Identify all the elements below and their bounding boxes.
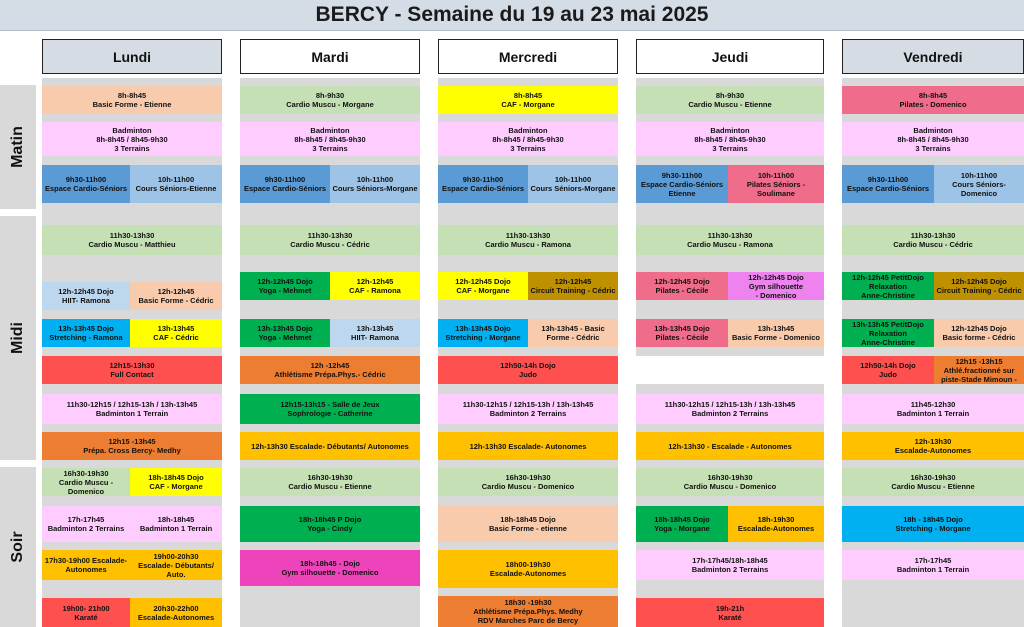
session-time: 8h-8h45 (513, 91, 543, 100)
session-time: 12h15 -13h15 (955, 356, 1003, 366)
session-time: 12h-13h30 Escalade- Débutants/ Autonomes (251, 441, 409, 451)
session-time: 10h-11h00 (960, 170, 998, 180)
session-mardi-yoga-12h (240, 272, 330, 300)
session-label: Cours Séniors-Morgane (530, 184, 616, 193)
session-time: 8h-8h45 / 8h45-9h30 (694, 134, 766, 144)
day-header-vendredi: Vendredi (842, 39, 1024, 74)
session-label: Judo (879, 370, 897, 379)
session-time: 8h-9h30 (715, 91, 745, 100)
session-label: Gym silhouette - Domenico (281, 568, 379, 577)
session-time: 12h-12h45 Dojo (748, 272, 804, 282)
session-time: 8h-8h45 / 8h45-9h30 (492, 134, 564, 144)
session-time: 12h -12h45 (310, 361, 350, 370)
session-lundi-badminton-1 (130, 506, 222, 542)
session-label: Badminton 2 Terrains (489, 409, 567, 418)
session-time: 19h-21h (715, 603, 745, 613)
session-label: Stretching - Morgane (895, 524, 971, 533)
session-lundi-8h (42, 86, 222, 114)
session-mercredi-escalade-soir (438, 550, 618, 588)
session-time: 13h-13h45 Dojo (58, 324, 114, 333)
session-time: 9h30-11h00 (462, 175, 504, 184)
session-jeudi-yoga-soir (636, 506, 728, 542)
session-time: 13h-13h45 Dojo (455, 324, 511, 333)
session-lundi-cours-seniors (130, 165, 222, 203)
session-label: Cardio Muscu - Cédric (893, 240, 973, 249)
session-label: Cours Séniors- Domenico (952, 179, 1006, 198)
session-label: CAF - Ramona (349, 286, 401, 295)
session-label: Badminton 1 Terrain (95, 409, 169, 418)
session-jeudi-badminton-soir (636, 550, 824, 580)
session-time: 18h-19h30 (757, 515, 795, 524)
column-vendredi-background (842, 78, 1024, 627)
session-time: 11h30-13h30 (307, 231, 353, 240)
session-label: Basic Forme - Etienne (92, 100, 172, 109)
session-label: Stretching - Morgane (445, 333, 521, 342)
session-vendredi-judo (842, 356, 934, 384)
session-vendredi-relaxation-12h (842, 272, 934, 300)
session-mercredi-badminton (438, 122, 618, 156)
session-label: Forme - Cédric (546, 333, 600, 342)
session-mardi-sophrologie (240, 394, 420, 424)
session-mercredi-basic-forme (528, 319, 618, 347)
session-time: 12h-12h45 (554, 277, 592, 286)
session-mardi-8h (240, 86, 420, 114)
session-time: 9h30-11h00 (661, 170, 703, 180)
period-soir (0, 467, 36, 627)
session-time: 12h-12h45 Dojo (58, 287, 114, 296)
session-jeudi-empty-slot (636, 356, 824, 384)
session-time: 18h-18h45 P Dojo (298, 515, 362, 524)
session-title: Badminton (913, 125, 953, 135)
session-label: Prépa. Cross Bercy- Medhy (83, 446, 181, 455)
session-time: 9h30-11h00 (65, 175, 107, 184)
session-time: 12h-12h45 Dojo (654, 277, 710, 286)
session-label: Cardio Muscu - Ramona (485, 240, 571, 249)
session-vendredi-badminton-midi (842, 394, 1024, 424)
session-time: 12h-12h45 Dojo (951, 277, 1007, 286)
session-jeudi-espace-cardio (636, 165, 728, 203)
session-label: Sophrologie - Catherine (287, 409, 373, 418)
session-mardi-hiit (330, 319, 420, 347)
session-label: CAF - Cédric (153, 333, 199, 342)
session-time: 16h30-19h30 (910, 473, 956, 482)
session-time: 9h30-11h00 (264, 175, 306, 184)
session-time: 10h-11h00 (157, 175, 195, 184)
session-vendredi-badminton-soir (842, 550, 1024, 580)
session-label: Basic Forme - etienne (489, 524, 567, 533)
session-mercredi-espace-cardio (438, 165, 528, 203)
session-label: Badminton 2 Terrains (47, 524, 125, 533)
session-jeudi-8h (636, 86, 824, 114)
session-label: Cardio Muscu - Etienne (288, 482, 372, 491)
session-time: 12h-13h30 Escalade- Autonomes (469, 441, 587, 451)
session-vendredi-cardio-soir (842, 468, 1024, 496)
session-time: 13h-13h45 (157, 324, 195, 333)
session-label: Cardio Muscu - Morgane (286, 100, 374, 109)
session-time: 16h30-19h30 (307, 473, 353, 482)
session-label: Pilates - Domenico (899, 100, 967, 109)
page-title: BERCY - Semaine du 19 au 23 mai 2025 (0, 0, 1024, 31)
session-label: Espace Cardio-Séniors Etienne (640, 179, 724, 198)
session-vendredi-cardio-muscu (842, 225, 1024, 255)
session-label: Badminton 1 Terrain (896, 565, 970, 574)
session-label: Stretching - Ramona (49, 333, 123, 342)
session-label: Escalade- Débutants/ Auto. (138, 560, 214, 579)
session-lundi-badminton (42, 122, 222, 156)
session-time: 11h30-13h30 (910, 231, 956, 240)
session-time: 12h-12h45 PetitDojo (852, 272, 924, 282)
session-time: 12h50-14h Dojo (860, 361, 916, 370)
session-lundi-basic-forme (130, 282, 222, 310)
period-midi (0, 216, 36, 460)
session-label: Cardio Muscu - Domenico (683, 482, 777, 491)
session-time: 17h-17h45/18h-18h45 (692, 556, 768, 565)
session-label: Cardio Muscu - Ramona (687, 240, 773, 249)
session-label: Espace Cardio-Séniors (44, 184, 128, 193)
session-label: Circuit Training - Cédric (530, 286, 616, 295)
session-time: 16h30-19h30 (63, 468, 109, 478)
session-label: Judo (519, 370, 537, 379)
session-label: 3 Terrains (312, 143, 348, 153)
period-matin (0, 85, 36, 209)
session-vendredi-athle-fractionne (934, 356, 1024, 384)
session-label: Badminton 1 Terrain (896, 409, 970, 418)
session-time: 10h-11h00 (757, 170, 795, 180)
session-lundi-escalade-debutants (130, 550, 222, 580)
session-jeudi-escalade-soir (728, 506, 824, 542)
session-time: 18h-18h45 Dojo (654, 515, 710, 524)
session-time: 12h15-13h15 - Salle de Jeux (280, 400, 380, 409)
session-time: 11h45-12h30 (910, 400, 956, 409)
session-label: Pilates Séniors - Soulimane (746, 179, 806, 198)
session-time: 13h-13h45 (356, 324, 394, 333)
session-jeudi-pilates-seniors (728, 165, 824, 203)
session-label: Cardio Muscu - Domenico (481, 482, 575, 491)
session-time: 13h-13h45 (757, 324, 795, 333)
session-label: Basic Forme - Domenico (732, 333, 820, 342)
session-label: Athlétisme Prépa.Phys.- Cédric (274, 370, 386, 379)
session-label: Cardio Muscu - Cédric (290, 240, 370, 249)
session-title: Badminton (112, 125, 152, 135)
session-label: 3 Terrains (915, 143, 951, 153)
session-label: Badminton 2 Terrains (691, 409, 769, 418)
session-time: 8h-8h45 (918, 91, 948, 100)
session-mardi-caf (330, 272, 420, 300)
session-lundi-full-contact (42, 356, 222, 384)
session-label: CAF - Morgane (456, 286, 510, 295)
day-header-jeudi: Jeudi (636, 39, 824, 74)
session-time: 18h-18h45 (157, 515, 195, 524)
session-label: 3 Terrains (114, 143, 150, 153)
session-mardi-cours-seniors (330, 165, 420, 203)
period-label: Midi (9, 322, 26, 354)
session-lundi-caf (130, 319, 222, 347)
session-label: Gym silhouette - Domenico (748, 281, 804, 300)
session-lundi-cardio-soir (42, 468, 130, 496)
session-label: Autonomes (65, 565, 107, 574)
session-time: 17h30-19h00 Escalade- (44, 556, 128, 565)
session-time: 16h30-19h30 (707, 473, 753, 482)
session-label: Athlé.fractionné sur piste-Stade Mimoun - (941, 365, 1017, 384)
session-label: Relaxation Anne-Christine (861, 328, 915, 347)
session-mercredi-8h (438, 86, 618, 114)
session-jeudi-gym-silhouette (728, 272, 824, 300)
session-vendredi-circuit (934, 272, 1024, 300)
session-time: 10h-11h00 (356, 175, 394, 184)
session-time: 18h30 -19h30 (504, 598, 552, 607)
session-mercredi-cours-seniors (528, 165, 618, 203)
session-label: Karaté (74, 612, 98, 622)
session-label: Cours Séniors-Morgane (332, 184, 418, 193)
session-mercredi-judo (438, 356, 618, 384)
day-header-mardi: Mardi (240, 39, 420, 74)
session-label: Escalade-Autonomes (894, 446, 972, 455)
session-label: Basic forme - Cédric (942, 333, 1016, 342)
session-time: 10h-11h00 (554, 175, 592, 184)
session-title: Badminton (508, 125, 548, 135)
period-label: Soir (9, 531, 26, 563)
session-time: 11h30-12h15 / 12h15-13h / 13h-13h45 (462, 400, 594, 409)
session-mercredi-badminton-midi (438, 394, 618, 424)
session-label: Basic Forme - Cédric (138, 296, 214, 305)
session-lundi-hiit (42, 282, 130, 310)
session-time: 8h-9h30 (315, 91, 345, 100)
session-label: Cours Séniors-Etienne (135, 184, 217, 193)
session-label: 3 Terrains (510, 143, 546, 153)
session-label: Espace Cardio-Séniors (441, 184, 525, 193)
session-time: 19h00-20h30 (153, 551, 199, 561)
session-mercredi-stretching (438, 319, 528, 347)
session-lundi-escalade-auto (42, 550, 130, 580)
session-time: 12h15 -13h45 (108, 437, 156, 446)
session-lundi-espace-cardio (42, 165, 130, 203)
session-label: Relaxation Anne-Christine (861, 281, 915, 300)
session-lundi-badminton-midi (42, 394, 222, 424)
session-time: 18h00-19h30 (505, 560, 551, 569)
session-label: CAF - Morgane (501, 100, 555, 109)
session-lundi-cardio-muscu (42, 225, 222, 255)
session-time: 19h00- 21h00 (62, 603, 110, 613)
session-label: Circuit Training - Cédric (936, 286, 1022, 295)
session-time: 11h30-13h30 (707, 231, 753, 240)
session-time: 8h-8h45 / 8h45-9h30 (897, 134, 969, 144)
session-time: 12h-12h45 (356, 277, 394, 286)
session-label: Cardio Muscu - Etienne (891, 482, 975, 491)
day-header-lundi: Lundi (42, 39, 222, 74)
session-time: 12h15-13h30 (109, 361, 155, 370)
column-jeudi-background (636, 78, 824, 627)
session-vendredi-badminton (842, 122, 1024, 156)
session-lundi-stretching (42, 319, 130, 347)
session-vendredi-cours-seniors (934, 165, 1024, 203)
session-time: 13h-13h45 Dojo (257, 324, 313, 333)
session-title: Badminton (310, 125, 350, 135)
session-jeudi-badminton (636, 122, 824, 156)
day-header-mercredi: Mercredi (438, 39, 618, 74)
session-lundi-prepa-cross (42, 432, 222, 460)
session-vendredi-8h (842, 86, 1024, 114)
session-mardi-yoga-13h (240, 319, 330, 347)
session-time: 9h30-11h00 (867, 175, 909, 184)
session-label: Yoga - Cindy (307, 524, 353, 533)
session-jeudi-basic-forme (728, 319, 824, 347)
session-time: 12h-12h45 Dojo (257, 277, 313, 286)
session-mardi-yoga-soir (240, 506, 420, 542)
session-label: HIIT- Ramona (351, 333, 399, 342)
session-mardi-cardio-muscu (240, 225, 420, 255)
session-label: Yoga - Mehmet (258, 333, 312, 342)
session-time: 12h-13h30 (914, 437, 952, 446)
session-time: 8h-8h45 (117, 91, 147, 100)
session-time: 18h - 18h45 Dojo (903, 515, 963, 524)
session-label: 3 Terrains (712, 143, 748, 153)
session-time: 11h30-12h15 / 12h15-13h / 13h-13h45 (66, 400, 198, 409)
session-time: 12h-13h30 - Escalade - Autonomes (668, 441, 792, 451)
session-time: 8h-8h45 / 8h45-9h30 (294, 134, 366, 144)
session-vendredi-escalade (842, 432, 1024, 460)
column-lundi-background (42, 78, 222, 627)
session-label: HIIT- Ramona (62, 296, 110, 305)
session-mercredi-cardio-soir (438, 468, 618, 496)
session-label: CAF - Morgane (149, 482, 203, 491)
session-mardi-gym-silhouette (240, 550, 420, 586)
session-label: Badminton 1 Terrain (139, 524, 213, 533)
session-label: Escalade-Autonomes (737, 524, 815, 533)
session-vendredi-relaxation-13h (842, 319, 934, 347)
session-time: 16h30-19h30 (505, 473, 551, 482)
period-label: Matin (9, 126, 26, 168)
session-mercredi-caf (438, 272, 528, 300)
session-label: Cardio Muscu - Etienne (688, 100, 772, 109)
session-time: 11h30-13h30 (109, 231, 155, 240)
session-label: Yoga - Morgane (654, 524, 710, 533)
session-jeudi-cardio-muscu (636, 225, 824, 255)
session-time: 18h-18h45 Dojo (148, 473, 204, 482)
session-mardi-espace-cardio (240, 165, 330, 203)
session-time: 12h50-14h Dojo (500, 361, 556, 370)
session-label: Badminton 2 Terrains (691, 565, 769, 574)
session-label: Escalade-Autonomes (489, 569, 567, 578)
session-mercredi-athletisme-soir (438, 596, 618, 627)
session-mercredi-cardio-muscu (438, 225, 618, 255)
session-lundi-caf-soir (130, 468, 222, 496)
session-time: 17h-17h45 (914, 556, 952, 565)
session-label: Pilates - Cécile (655, 333, 709, 342)
session-mardi-badminton (240, 122, 420, 156)
session-time: 17h-17h45 (67, 515, 105, 524)
session-jeudi-escalade (636, 432, 824, 460)
session-label: Full Contact (110, 370, 154, 379)
session-jeudi-cardio-soir (636, 468, 824, 496)
session-mardi-athletisme (240, 356, 420, 384)
column-mercredi-background (438, 78, 618, 627)
session-label: Karaté (718, 612, 742, 622)
session-time: 13h-13h45 - Basic (541, 324, 605, 333)
session-time: 12h-12h45 Dojo (951, 324, 1007, 333)
session-lundi-escalade-soir (130, 598, 222, 627)
session-time: 20h30-22h00 (153, 603, 199, 613)
session-mardi-cardio-soir (240, 468, 420, 496)
session-mercredi-circuit (528, 272, 618, 300)
column-mardi-background (240, 78, 420, 627)
session-time: 12h-12h45 Dojo (455, 277, 511, 286)
session-jeudi-karate (636, 598, 824, 627)
session-time: 18h-18h45 - Dojo (299, 559, 360, 568)
session-vendredi-espace-cardio (842, 165, 934, 203)
session-vendredi-basic-forme (934, 319, 1024, 347)
session-label: Espace Cardio-Séniors (243, 184, 327, 193)
session-time: 12h-12h45 (157, 287, 195, 296)
session-jeudi-badminton-midi (636, 394, 824, 424)
session-time: 13h-13h45 PetitDojo (852, 319, 924, 329)
session-label: Espace Cardio-Séniors (846, 184, 930, 193)
session-label: Athlétisme Prépa.Phys. Medhy RDV Marches Parc de Bercy (473, 607, 583, 625)
session-mercredi-escalade (438, 432, 618, 460)
session-mercredi-basic-forme-soir (438, 506, 618, 542)
session-label: Escalade-Autonomes (137, 612, 215, 622)
session-label: Pilates - Cécile (655, 286, 709, 295)
session-title: Badminton (710, 125, 750, 135)
session-jeudi-pilates-13h (636, 319, 728, 347)
session-label: Cardio Muscu - Domenico (58, 477, 114, 496)
session-lundi-badminton-2 (42, 506, 130, 542)
session-time: 11h30-13h30 (505, 231, 551, 240)
session-jeudi-pilates-12h (636, 272, 728, 300)
session-vendredi-stretching-soir (842, 506, 1024, 542)
session-time: 8h-8h45 / 8h45-9h30 (96, 134, 168, 144)
session-mardi-escalade (240, 432, 420, 460)
session-label: Cardio Muscu - Matthieu (88, 240, 176, 249)
session-label: Yoga - Mehmet (258, 286, 312, 295)
session-time: 13h-13h45 Dojo (654, 324, 710, 333)
session-time: 11h30-12h15 / 12h15-13h / 13h-13h45 (664, 400, 796, 409)
session-time: 18h-18h45 Dojo (500, 515, 556, 524)
session-lundi-karate (42, 598, 130, 627)
